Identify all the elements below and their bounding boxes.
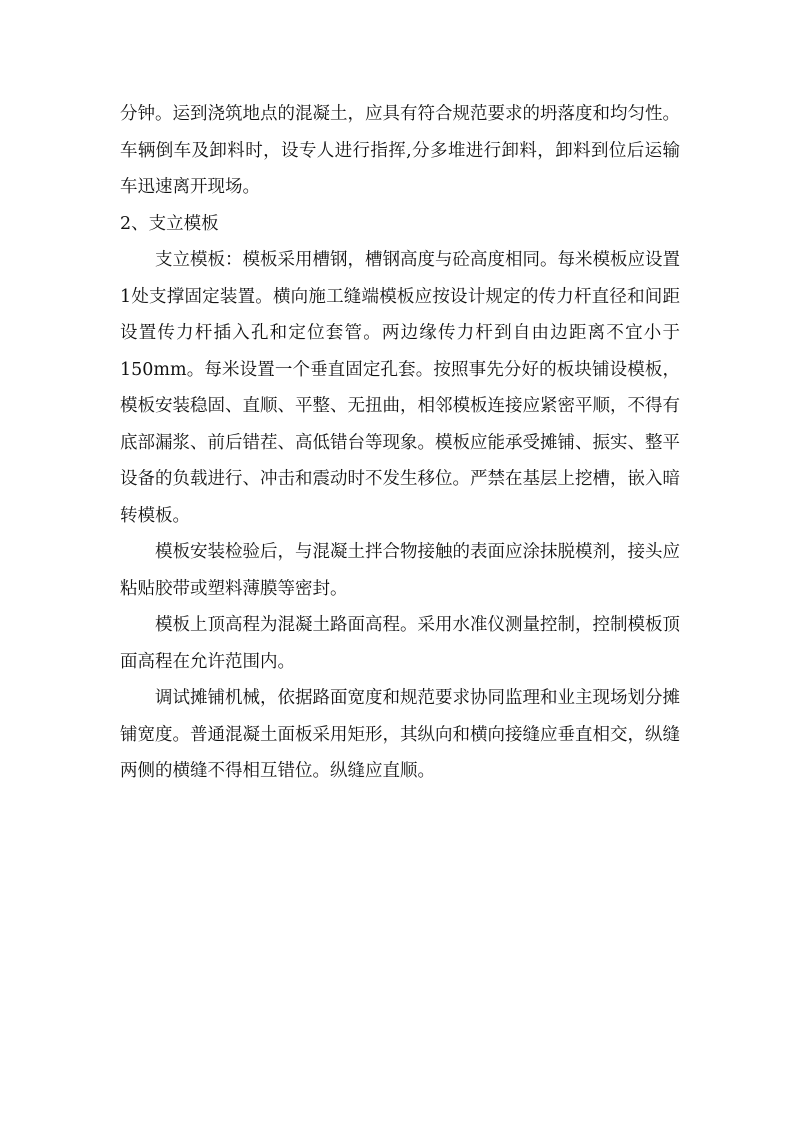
body-text [120,96,680,790]
section-heading-formwork: 2、支立模板 [120,213,219,234]
paragraph-paver-setup: 调试摊铺机械，依据路面宽度和规范要求协同监理和业主现场划分摊铺宽度。普通混凝土面板采用矩形，其纵向和横向接缝应垂直相交，纵缝两侧的横缝不得相互错位。纵缝应直顺。 [120,688,680,781]
paragraph-formwork-setup: 支立模板：模板采用槽钢，槽钢高度与砼高度相同。每米模板应设置1处支撑固定装置。横向施工缝端模板应按设计规定的传力杆直径和间距设置传力杆插入孔和定位套管。两边缘传力杆到自由边距离不宜小于150mm。每米设置一个垂直固定孔套。按照事先分好的板块铺设模板，模板安装稳固、直顺、平整、无扭曲，相邻模板连接应紧密平顺，不得有底部漏浆、前后错茬、高低错台等现象。模板应能承受摊铺、振实、整平设备的负载进行、冲击和震动时不发生移位。严禁在基层上挖槽，嵌入暗转模板。 [120,250,680,526]
paragraph-formwork-inspection: 模板安装检验后，与混凝土拌合物接触的表面应涂抹脱模剂，接头应粘贴胶带或塑料薄膜等密封。 [120,542,680,599]
paragraph-formwork-elevation: 模板上顶高程为混凝土路面高程。采用水准仪测量控制，控制模板顶面高程在允许范围内。 [120,615,680,672]
paragraph-concrete-transport: 分钟。运到浇筑地点的混凝土，应具有符合规范要求的坍落度和均匀性。车辆倒车及卸料时，设专人进行指挥,分多堆进行卸料，卸料到位后运输车迅速离开现场。 [120,104,680,197]
